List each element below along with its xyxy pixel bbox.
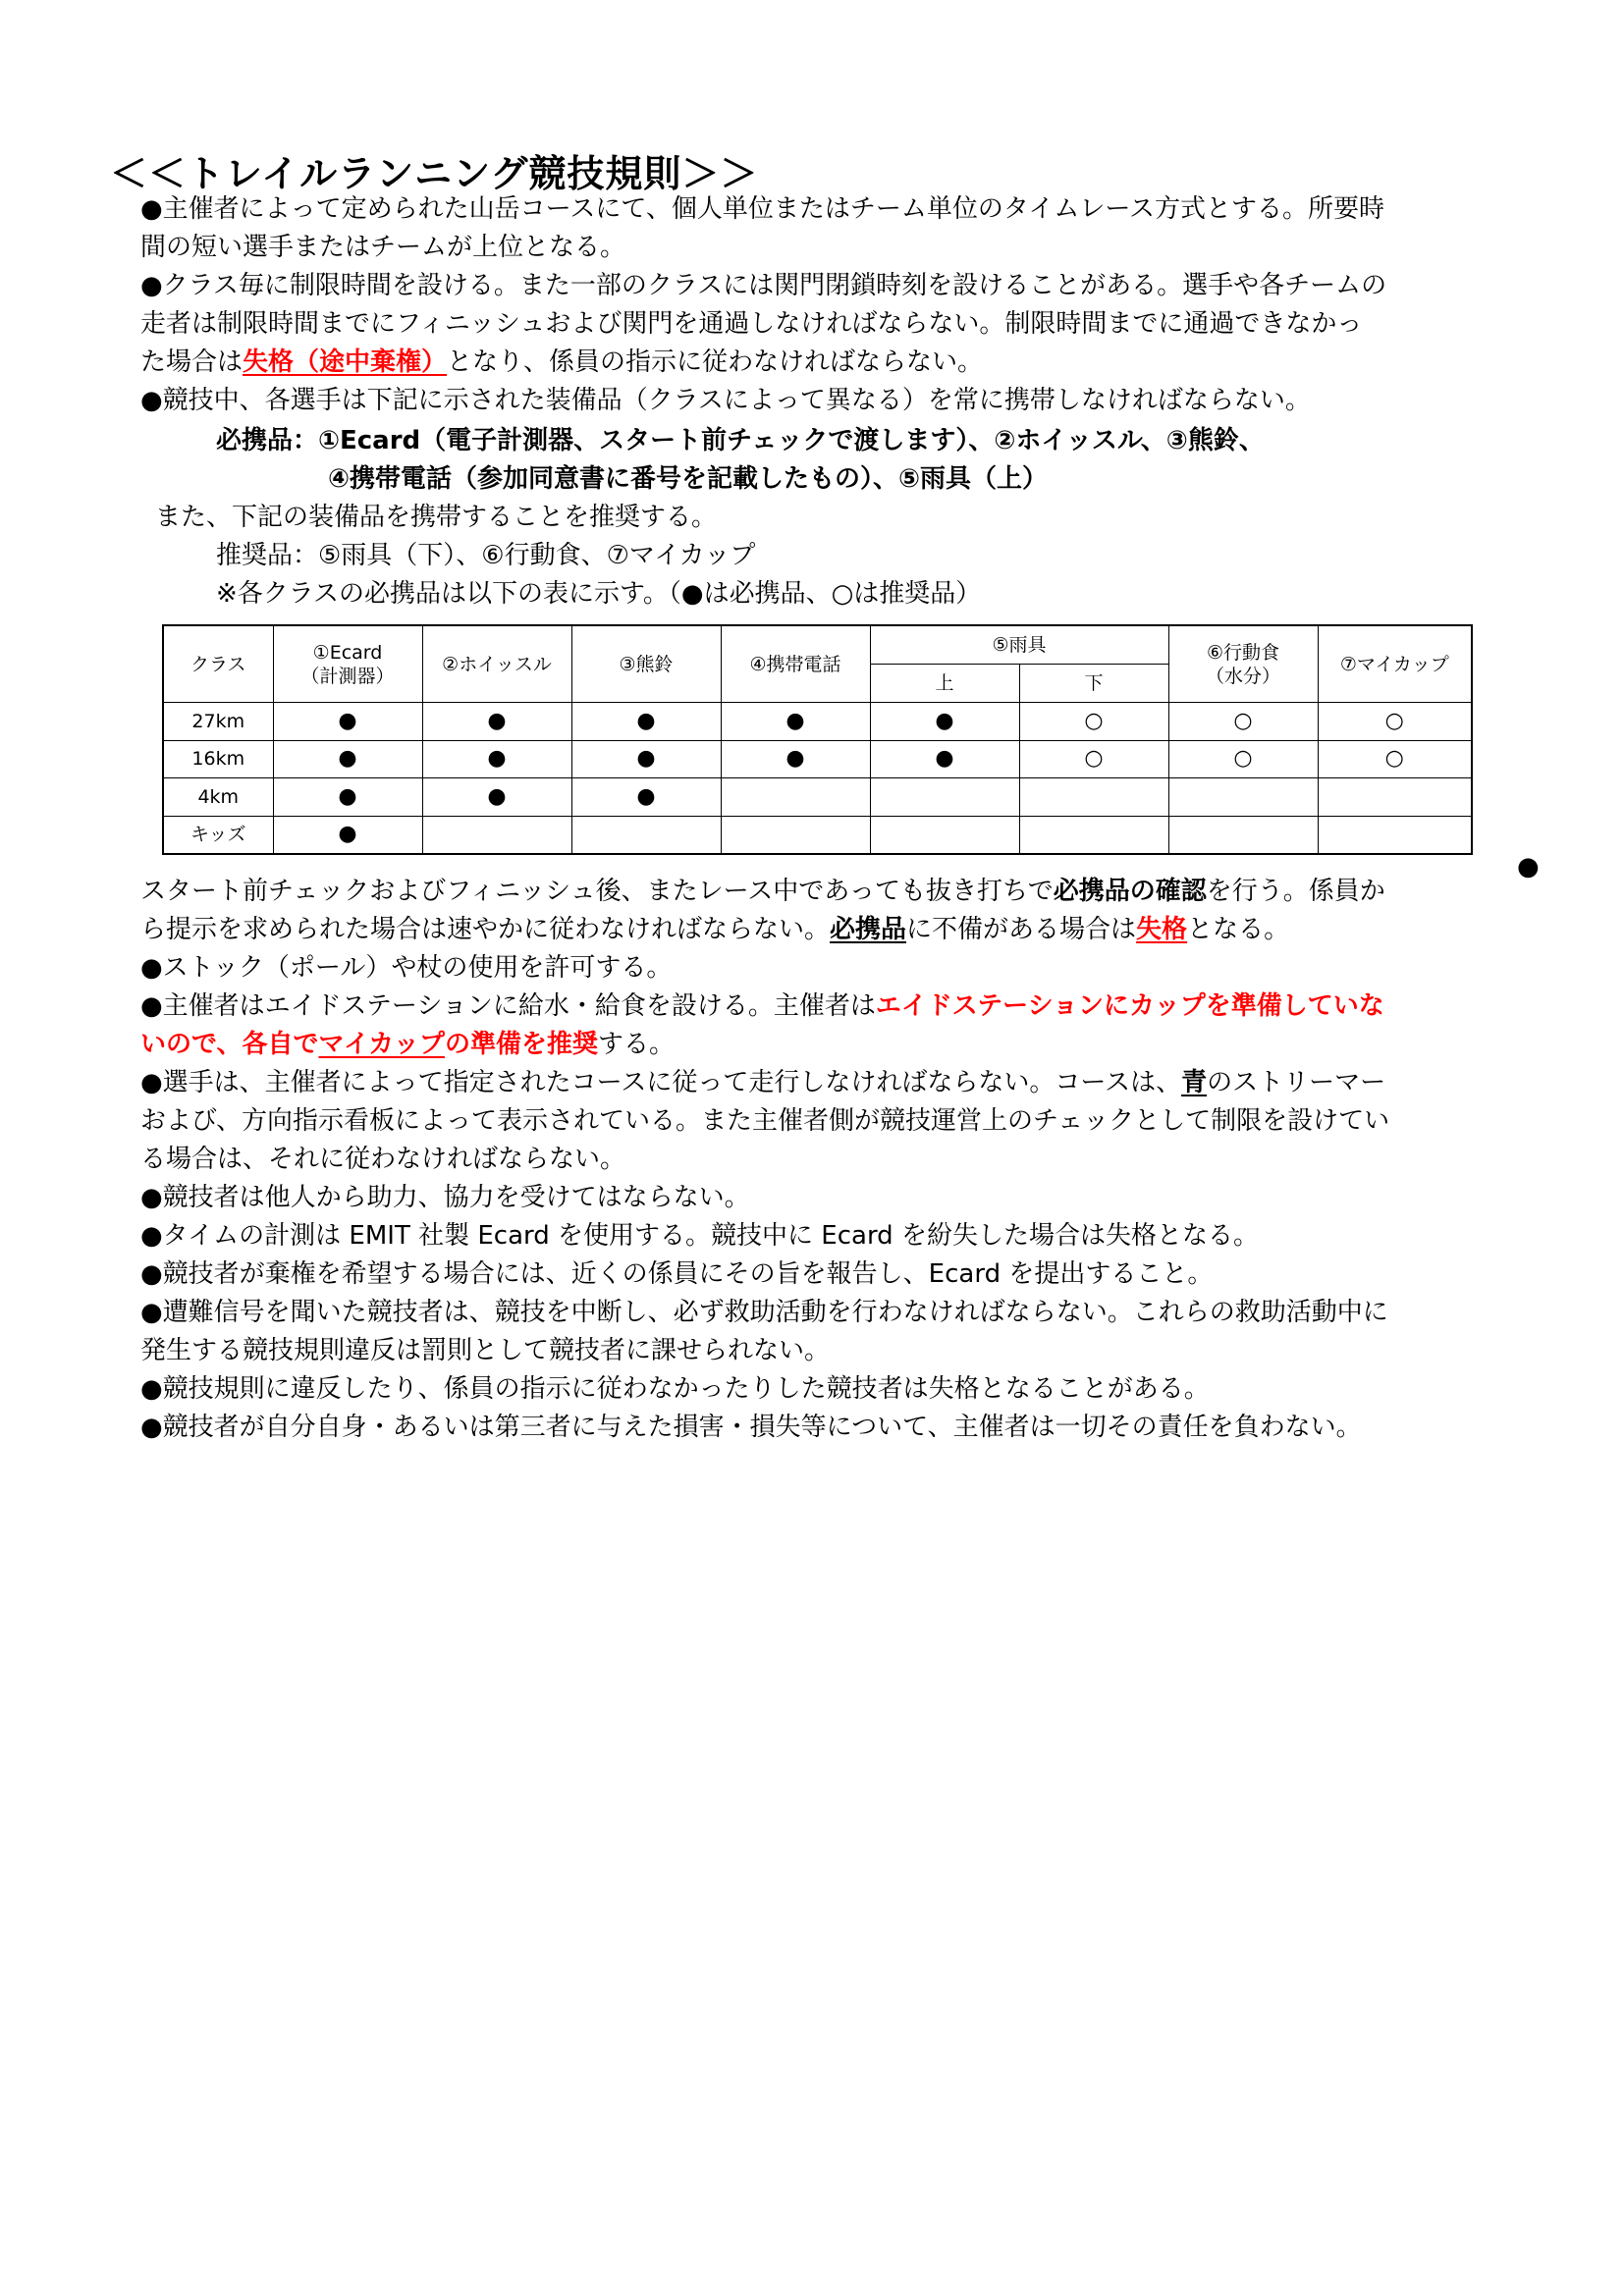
class-cell: キッズ [163,816,273,854]
equipment-mark-cell [1019,816,1168,854]
blue-text: 青 [1181,1068,1208,1097]
recommend-intro: また、下記の装備品を携帯することを推奨する。 [155,503,718,532]
rule-liability [140,1409,1540,1447]
equipment-table-body [163,703,1472,855]
text-segment: となる。 [1187,915,1290,944]
rule-rescue-line-2: 発生する競技規則違反は罰則として競技者に課せられない。 [140,1336,831,1365]
equipment-mark-cell [1168,816,1318,854]
table-row [163,703,1472,741]
header-class: クラス [163,625,273,703]
header-food [1168,625,1318,703]
equipment-mark-cell [1318,778,1472,817]
rule-course-line-1: ●主催者によって定められた山岳コースにて、個人単位またはチーム単位のタイムレース方式とする。所要時 [140,194,1385,224]
equipment-mark-cell: ● [870,740,1019,778]
page-title: ＜＜トレイルランニング競技規則＞＞ [110,152,759,195]
rule-timing [140,1217,1540,1255]
equipment-mark-cell: ● [422,740,571,778]
text-segment: ●選手は、主催者によって指定されたコースに従って走行しなければならない。コースは、 [140,1068,1182,1097]
rule-time-limit-line-2: 走者は制限時間までにフィニッシュおよび関門を通過しなければならない。制限時間までに通過できなかっ [140,309,1363,339]
table-note: ※各クラスの必携品は以下の表に示す。（●は必携品、○は推奨品） [216,579,982,609]
text-segment: た場合は [140,347,244,377]
rule-poles [140,949,1540,988]
text-segment: する。 [597,1030,675,1059]
rule-timing-line: ●タイムの計測は EMIT 社製 Ecard を使用する。競技中に Ecard を紛失した場合は失格となる。 [140,1221,1259,1251]
equipment-mark-cell: ● [721,740,870,778]
equipment-mark-cell: ○ [1168,703,1318,741]
rule-time-limit [140,267,1540,382]
text-segment: ら提示を求められた場合は速やかに従わなければならない。 [140,915,831,944]
equipment-mark-cell: ○ [1318,740,1472,778]
header-rain-bottom: 下 [1019,665,1168,703]
equipment-mark-cell: ● [273,816,422,854]
header-phone: ④携帯電話 [721,625,870,703]
equipment-mark-cell [721,778,870,817]
equipment-mark-cell: ● [870,703,1019,741]
header-ecard [273,625,422,703]
equipment-mark-cell: ● [273,740,422,778]
rule-aid-station-line-1 [140,988,1540,1026]
table-row [163,740,1472,778]
text-segment: スタート前チェックおよびフィニッシュ後、またレース中であっても抜き打ちで [140,877,1054,906]
rule-course-follow-line-3: る場合は、それに従わなければならない。 [140,1145,626,1174]
equipment-mark-cell: ● [422,703,571,741]
equipment-mark-cell: ○ [1168,740,1318,778]
rule-poles-line: ●ストック（ポール）や杖の使用を許可する。 [140,953,673,983]
disqualified-text: 失格 [1136,915,1188,944]
table-row [163,816,1472,854]
rule-inspection-line-1 [140,873,1540,911]
equipment-mark-cell [422,816,571,854]
equipment-mark-cell [870,816,1019,854]
equipment-mark-cell: ○ [1019,703,1168,741]
equipment-mark-cell: ● [422,778,571,817]
rule-withdrawal [140,1255,1540,1294]
class-cell: 27km [163,703,273,741]
equipment-mark-cell: ● [571,703,721,741]
equipment-mark-cell [1318,816,1472,854]
rule-course-follow-line-2: および、方向指示看板によって表示されている。また主催者側が競技運営上のチェックとして制限を設けてい [140,1106,1390,1136]
rule-course [140,190,1540,267]
equipment-mark-cell [571,816,721,854]
equipment-mark-cell: ○ [1318,703,1472,741]
recommended-items: 推奨品：⑤雨具（下）、⑥行動食、⑦マイカップ [216,541,756,570]
rule-inspection [140,873,1540,949]
equipment-table [162,624,1473,855]
header-bell: ③熊鈴 [571,625,721,703]
rule-equipment-line: ●競技中、各選手は下記に示された装備品（クラスによって異なる）を常に携帯しなければならない。 [140,386,1311,415]
required-check-text: 必携品の確認 [1053,877,1207,906]
rule-inspection-line-2 [140,911,1540,949]
rule-time-limit-line-3 [140,344,1540,382]
equipment-mark-cell: ● [721,703,870,741]
rule-rescue [140,1294,1540,1370]
class-cell: 4km [163,778,273,817]
required-items-line-2: ④携帯電話（参加同意書に番号を記載したもの）、⑤雨具（上） [328,464,1049,494]
rule-no-assistance [140,1179,1540,1217]
rule-liability-line: ●競技者が自分自身・あるいは第三者に与えた損害・損失等について、主催者は一切その責任を負わない。 [140,1413,1362,1442]
rule-course-follow-line-1 [140,1064,1540,1102]
text-segment: のストリーマー [1207,1068,1386,1097]
header-ecard-line-2: （計測器） [300,665,395,687]
text-segment: となり、係員の指示に従わなければならない。 [447,347,984,377]
rule-course-line-2: 間の短い選手またはチームが上位となる。 [140,233,626,262]
rule-course-follow [140,1064,1540,1179]
text-segment: を行う。係員か [1206,877,1385,906]
disqualified-text: 失格（途中棄権） [243,347,448,377]
rule-equipment [140,382,1540,420]
rule-violation [140,1370,1540,1409]
required-items-line-1: 必携品：①Ecard（電子計測器、スタート前チェックで渡します）、②ホイッスル、③熊鈴、 [216,426,1265,455]
text-segment: に不備がある場合は [906,915,1137,944]
equipment-mark-cell: ● [273,703,422,741]
header-ecard-line-1: ①Ecard [312,641,383,664]
required-items-text: 必携品 [830,915,907,944]
equipment-mark-cell: ● [273,778,422,817]
text-segment: ●主催者はエイドステーションに給水・給食を設ける。主催者は [140,991,876,1021]
equipment-mark-cell: ● [571,740,721,778]
cup-notice-text: エイドステーションにカップを準備していな [875,991,1384,1021]
equipment-mark-cell [721,816,870,854]
equipment-mark-cell: ○ [1019,740,1168,778]
rule-no-assistance-line: ●競技者は他人から助力、協力を受けてはならない。 [140,1183,750,1212]
my-cup-text: マイカップ [318,1030,445,1059]
table-row [163,778,1472,817]
rule-withdrawal-line: ●競技者が棄権を希望する場合には、近くの係員にその旨を報告し、Ecard を提出すること。 [140,1259,1214,1289]
cup-notice-text: の準備を推奨 [444,1030,598,1059]
header-rain-top: 上 [870,665,1019,703]
equipment-mark-cell [870,778,1019,817]
rule-rescue-line-1: ●遭難信号を聞いた競技者は、競技を中断し、必ず救助活動を行わなければならない。これらの救助活動中に [140,1298,1388,1327]
class-cell: 16km [163,740,273,778]
rule-violation-line: ●競技規則に違反したり、係員の指示に従わなかったりした競技者は失格となることがある。 [140,1374,1210,1404]
header-cup: ⑦マイカップ [1318,625,1472,703]
header-food-line-2: （水分） [1206,665,1281,687]
header-whistle: ②ホイッスル [422,625,571,703]
rule-aid-station-line-2 [140,1026,1540,1064]
stray-bullet: ● [1517,852,1540,881]
equipment-mark-cell [1168,778,1318,817]
equipment-mark-cell [1019,778,1168,817]
rule-aid-station [140,988,1540,1064]
rule-time-limit-line-1: ●クラス毎に制限時間を設ける。また一部のクラスには関門閉鎖時刻を設けることがある。選手や各チームの [140,271,1387,300]
header-food-line-1: ⑥行動食 [1206,641,1280,664]
header-rain: ⑤雨具 [870,625,1168,665]
equipment-mark-cell: ● [571,778,721,817]
cup-notice-text: いので、各自で [140,1030,319,1059]
